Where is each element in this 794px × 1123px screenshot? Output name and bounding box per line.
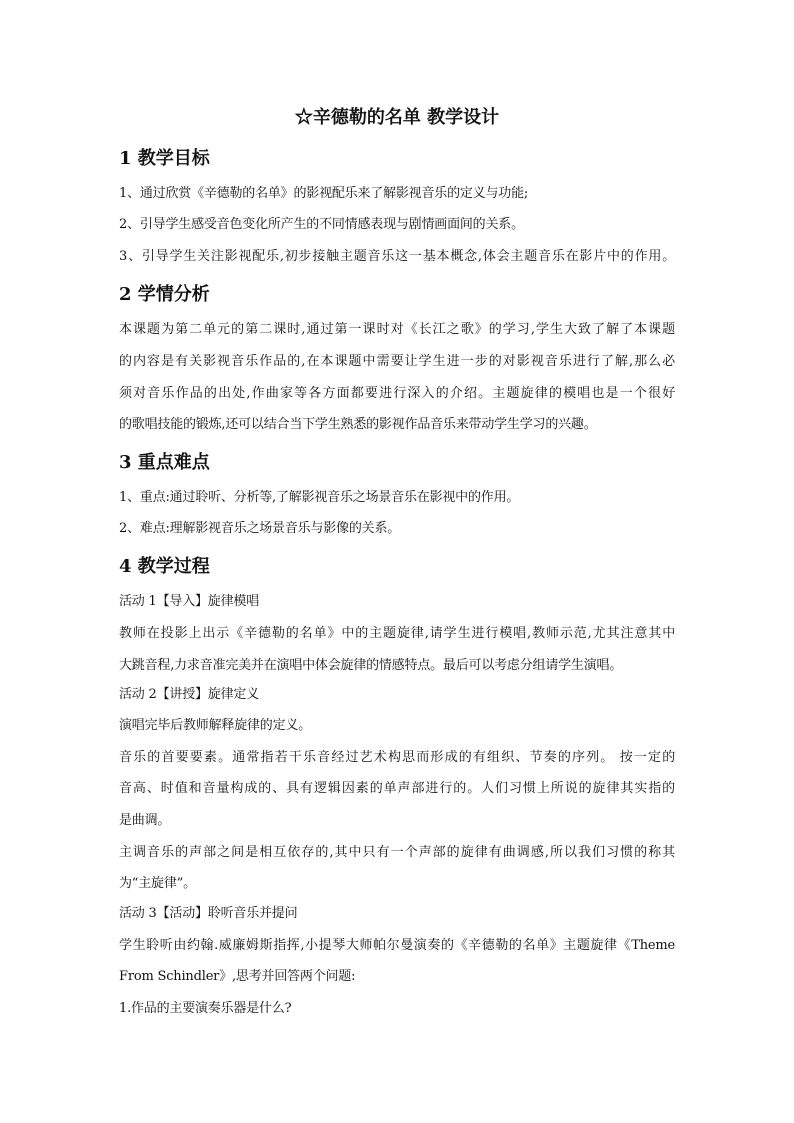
paragraph-line: 教师在投影上出示《辛德勒的名单》中的主题旋律,请学生进行模唱,教师示范,尤其注意其中 — [119, 626, 675, 641]
paragraph-line: 3、引导学生关注影视配乐,初步接触主题音乐这一基本概念,体会主题音乐在影片中的作用。 — [119, 249, 675, 264]
section-heading-process: 4 教学过程 — [119, 556, 210, 577]
section-heading-key-points: 3 重点难点 — [119, 452, 210, 473]
paragraph-line: 1.作品的主要演奏乐器是什么? — [119, 1001, 292, 1016]
activity-title: 活动 2【讲授】旋律定义 — [119, 687, 260, 702]
paragraph-line: 的歌唱技能的锻炼,还可以结合当下学生熟悉的影视作品音乐来带动学生学习的兴趣。 — [119, 417, 597, 432]
paragraph-line: 1、重点:通过聆听、分析等,了解影视音乐之场景音乐在影视中的作用。 — [119, 490, 520, 505]
paragraph-line: 音乐的首要要素。通常指若干乐音经过艺术构思而形成的有组织、节奏的序列。 按一定的 — [119, 750, 675, 765]
paragraph-line: 是曲调。 — [119, 813, 171, 828]
paragraph-line: 2、引导学生感受音色变化所产生的不同情感表现与剧情画面间的关系。 — [119, 217, 524, 232]
section-heading-analysis: 2 学情分析 — [119, 284, 210, 305]
document-title: ☆辛德勒的名单 教学设计 — [294, 107, 500, 128]
paragraph-line: 为“主旋律”。 — [119, 876, 196, 891]
paragraph-line: 须对音乐作品的出处,作曲家等各方面都要进行深入的介绍。主题旋律的模唱也是一个很好 — [119, 386, 675, 401]
paragraph-line: 主调音乐的声部之间是相互依存的,其中只有一个声部的旋律有曲调感,所以我们习惯的称其 — [119, 845, 675, 860]
paragraph-line: 学生聆听由约翰.威廉姆斯指挥,小提琴大师帕尔曼演奏的《辛德勒的名单》主题旋律《Theme — [119, 938, 675, 953]
activity-title: 活动 1【导入】旋律模唱 — [119, 594, 260, 609]
paragraph-line: 大跳音程,力求音准完美并在演唱中体会旋律的情感特点。最后可以考虑分组请学生演唱。 — [119, 658, 623, 673]
activity-title: 活动 3【活动】聆听音乐并提问 — [119, 906, 298, 921]
section-heading-objectives: 1 教学目标 — [119, 148, 210, 169]
paragraph-line: 演唱完毕后教师解释旋律的定义。 — [119, 718, 312, 733]
paragraph-line: 本课题为第二单元的第二课时,通过第一课时对《长江之歌》的学习,学生大致了解了本课题 — [119, 322, 675, 337]
paragraph-line: 的内容是有关影视音乐作品的,在本课题中需要让学生进一步的对影视音乐进行了解,那么必 — [119, 354, 675, 369]
paragraph-line: 音高、时值和音量构成的、具有逻辑因素的单声部进行的。人们习惯上所说的旋律其实指的 — [119, 781, 675, 796]
paragraph-line: 2、难点:理解影视音乐之场景音乐与影像的关系。 — [119, 521, 401, 536]
paragraph-line: 1、通过欣赏《辛德勒的名单》的影视配乐来了解影视音乐的定义与功能; — [119, 186, 529, 201]
paragraph-line: From Schindler》,思考并回答两个问题: — [119, 969, 356, 984]
